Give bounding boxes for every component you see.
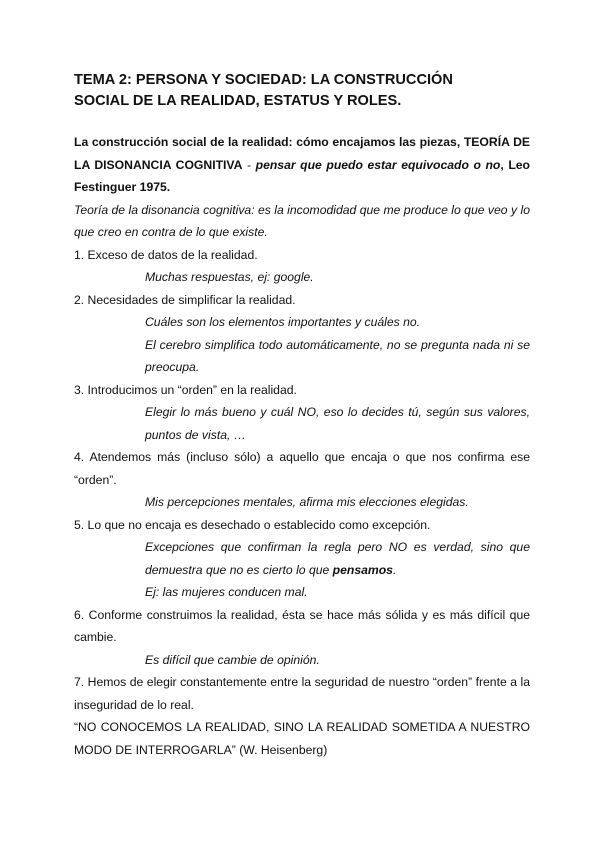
page-title: [74, 70, 514, 112]
note-1-1: Muchas respuestas, ej: google.: [145, 270, 314, 284]
list-item-3: 3. Introducimos un “orden” en la realidad.: [74, 382, 297, 397]
intro-dash: -: [242, 157, 256, 172]
note-3-1: Elegir lo más bueno y cuál NO, eso lo decides tú, según sus valores, puntos de vista, …: [145, 405, 530, 442]
note-5-1: [145, 536, 530, 581]
list-item-4: 4. Atendemos más (incluso sólo) a aquello que encaja o que nos confirma ese “orden”.: [74, 450, 530, 487]
heisenberg-quote: “NO CONOCEMOS LA REALIDAD, SINO LA REALIDAD SOMETIDA A NUESTRO MODO DE INTERROGARLA” (W. Heisenberg): [74, 720, 530, 757]
intro-paragraph: [74, 131, 530, 199]
document-page: [74, 70, 530, 761]
title-line-2: SOCIAL DE LA REALIDAD, ESTATUS Y ROLES.: [74, 93, 402, 109]
intro-author: , Leo Festinguer 1975.: [74, 157, 530, 194]
intro-subtitle: pensar que puedo estar equivocado o no: [255, 157, 501, 172]
note-5-2: Ej: las mujeres conducen mal.: [145, 585, 308, 599]
note-5-text: Excepciones que confirman la regla pero NO es verdad, sino que demuestra que no es cierto lo que: [145, 540, 530, 577]
list-item-7: 7. Hemos de elegir constantemente entre la seguridad de nuestro “orden” frente a la inseguridad de lo real.: [74, 675, 530, 712]
note-6-1: Es difícil que cambie de opinión.: [145, 652, 320, 667]
definition: Teoría de la disonancia cognitiva: es la incomodidad que me produce lo que veo y lo que creo en contra de lo que existe.: [74, 202, 530, 239]
note-5-end: .: [392, 562, 397, 577]
list-item-2: 2. Necesidades de simplificar la realidad.: [74, 292, 296, 307]
list-item-5: 5. Lo que no encaja es desechado o establecido como excepción.: [74, 517, 431, 532]
note-2-2: El cerebro simplifica todo automáticamente, no se pregunta nada ni se preocupa.: [145, 337, 530, 374]
note-4-1: Mis percepciones mentales, afirma mis elecciones elegidas.: [145, 495, 469, 509]
title-line-1: TEMA 2: PERSONA Y SOCIEDAD: LA CONSTRUCCIÓN: [74, 72, 453, 88]
intro-heading: La construcción social de la realidad: cómo encajamos las piezas, TEORÍA DE LA DISONANCIA COGNITIVA: [74, 135, 530, 172]
list-item-6: 6. Conforme construimos la realidad, ésta se hace más sólida y es más difícil que cambie.: [74, 607, 530, 644]
note-5-bold: pensamos: [332, 562, 393, 577]
list-item-1: 1. Exceso de datos de la realidad.: [74, 247, 258, 262]
note-2-1: Cuáles son los elementos importantes y cuáles no.: [145, 315, 421, 329]
